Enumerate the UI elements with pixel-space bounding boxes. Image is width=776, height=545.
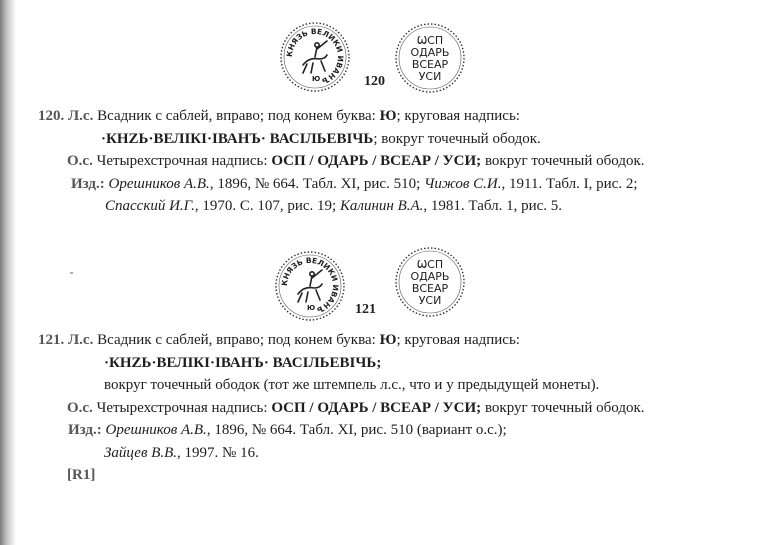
scan-speck — [70, 272, 73, 274]
reference-author: Орешников А.В. — [105, 422, 207, 438]
reverse-suffix: вокруг точечный ободок. — [484, 400, 645, 416]
reference-text: , 1896, № 664. Табл. XI, рис. 510 (вариант о.с.); — [206, 422, 507, 438]
coin-120-letter: Ю — [312, 75, 321, 83]
reference-text: , 1981. Табл. 1, рис. 5. — [423, 198, 563, 214]
reverse-label: О.с. — [67, 153, 93, 169]
reference-text: , 1896, № 664. Табл. XI, рис. 510; — [209, 176, 421, 192]
reference-text: , 1997. № 16. — [177, 445, 259, 461]
obverse-label: Л.с. — [68, 108, 94, 124]
entry-120-obverse — [38, 108, 520, 125]
coin-121-obverse-legend: КНЯЗЬ ВЕЛИКИ ИВАНЪ — [279, 255, 341, 315]
obverse-description: Всадник с саблей, вправо; под конем буква: — [97, 332, 376, 348]
coin-121-reverse-line: ОДАРЬ — [410, 270, 450, 283]
entry-number: 121. — [38, 332, 65, 348]
page-binding-shadow — [0, 0, 16, 545]
reverse-inscription: ОСП / ОДАРЬ / ВСЕАР / УСИ; — [271, 153, 482, 169]
coin-120-obverse — [279, 21, 351, 93]
figure-number-120: 120 — [364, 74, 385, 89]
obverse-label: Л.с. — [68, 332, 94, 348]
entry-120-literature-1 — [71, 176, 638, 193]
rarity-badge: [R1] — [67, 467, 96, 483]
coin-120-reverse-line: ВСЕАР — [411, 58, 449, 71]
reference-author: Калинин В.А. — [339, 198, 424, 214]
obverse-description-2: ; круговая надпись: — [396, 332, 520, 348]
coin-120-obverse-legend: КНЯЗЬ ВЕЛИКИ ИВАНЪ — [284, 26, 346, 86]
coin-121-reverse-line: ѠСП — [416, 258, 444, 271]
reference-author: Чижов С.И. — [424, 176, 502, 192]
obverse-legend: ·КНZЬ·ВЕЛІКІ·ІВАНЪ· ВАСІЛЬЕВІЧЬ; — [104, 355, 382, 371]
coin-121-reverse-line: ВСЕАР — [411, 282, 449, 295]
entry-121-literature-1 — [68, 422, 507, 439]
reference-text: , 1970. С. 107, рис. 19; — [194, 198, 337, 214]
reference-author: Спасский И.Г. — [105, 198, 195, 214]
obverse-letter: Ю — [379, 108, 397, 124]
reverse-description: Четырехстрочная надпись: — [96, 153, 268, 169]
reverse-inscription: ОСП / ОДАРЬ / ВСЕАР / УСИ; — [271, 400, 482, 416]
coin-121-obverse — [274, 250, 346, 322]
reference-author: Орешников А.В. — [108, 176, 210, 192]
literature-label: Изд.: — [71, 176, 105, 192]
reverse-suffix: вокруг точечный ободок. — [484, 153, 645, 169]
reference-author: Зайцев В.В. — [104, 445, 178, 461]
coin-120-reverse-line: ОДАРЬ — [410, 46, 450, 59]
coin-120-reverse-line: ѠСП — [416, 34, 444, 47]
entry-121-rarity — [67, 467, 95, 484]
obverse-description-2: ; круговая надпись: — [396, 108, 520, 124]
entry-number: 120. — [38, 108, 65, 124]
figure-number-121: 121 — [355, 302, 376, 317]
entry-121-reverse — [67, 400, 645, 417]
entry-121-obverse — [38, 332, 520, 349]
entry-120-reverse — [67, 153, 645, 170]
legend-note: вокруг точечный ободок (тот же штемпель л.с., что и у предыдущей монеты). — [104, 377, 600, 393]
entry-121-literature-2 — [104, 445, 259, 462]
coin-120-reverse-line: УСИ — [418, 70, 442, 83]
entry-120-literature-2 — [105, 198, 562, 215]
reverse-description: Четырехстрочная надпись: — [96, 400, 268, 416]
coin-120-reverse — [394, 22, 466, 94]
obverse-letter: Ю — [379, 332, 397, 348]
coin-121-reverse-line: УСИ — [418, 294, 442, 307]
entry-121-legend — [104, 355, 381, 372]
obverse-legend: ·КНZЬ·ВЕЛІКІ·ІВАНЪ· ВАСІЛЬЕВІЧЬ — [101, 131, 374, 147]
coin-121-letter: Ю — [307, 304, 316, 312]
entry-121-legend-note — [104, 377, 599, 394]
reference-text: , 1911. Табл. I, рис. 2; — [501, 176, 638, 192]
reverse-label: О.с. — [67, 400, 93, 416]
entry-120-legend — [101, 131, 541, 148]
literature-label: Изд.: — [68, 422, 102, 438]
coin-121-reverse — [394, 246, 466, 318]
obverse-description: Всадник с саблей, вправо; под конем буква: — [97, 108, 376, 124]
legend-suffix: ; вокруг точечный ободок. — [373, 131, 541, 147]
